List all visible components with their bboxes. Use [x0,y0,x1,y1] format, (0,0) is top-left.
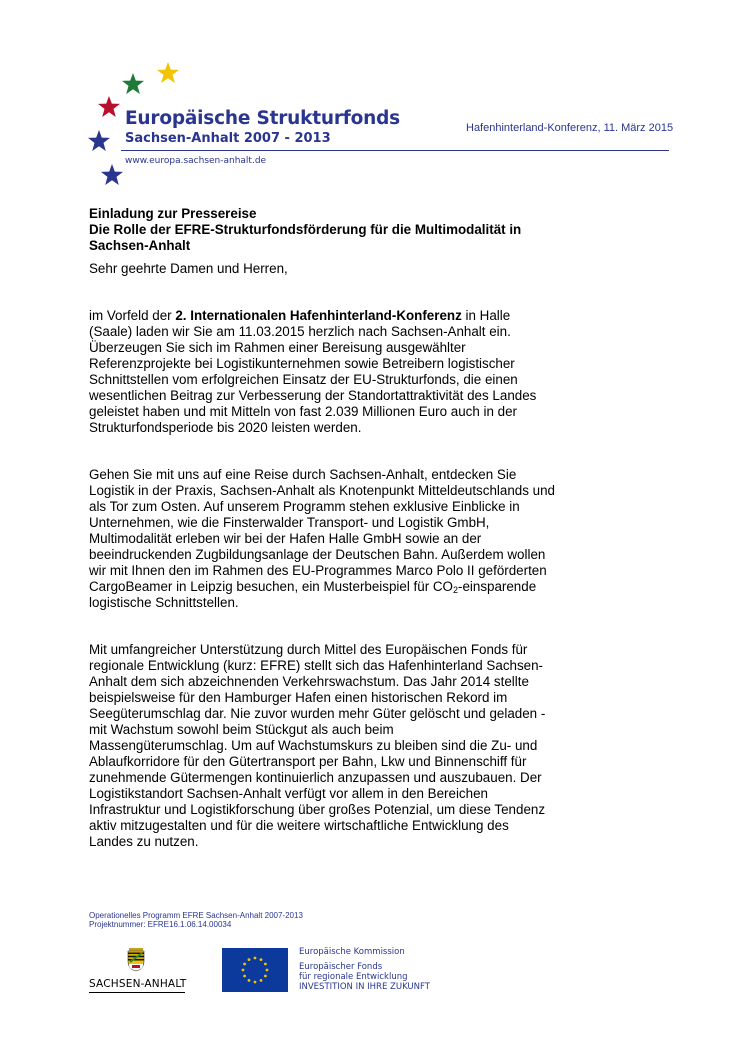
text-line: im Vorfeld der 2. Internationalen Hafenhinterland-Konferenz in Halle [89,308,511,323]
text-line: Unternehmen, wie die Finsterwalder Transport- und Logistik GmbH, [89,515,490,530]
text-line: als Tor zum Osten. Auf unserem Programm stehen exklusive Einblicke in [89,499,520,514]
header-divider [121,150,669,151]
logo-url: www.europa.sachsen-anhalt.de [125,156,267,166]
text-line: Mit umfangreicher Unterstützung durch Mittel des Europäischen Fonds für [89,642,528,657]
text-line: zunehmende Gütermengen kontinuierlich anzupassen und auszubauen. Der [89,770,542,785]
text-line: beispielsweise für den Hamburger Hafen einen historischen Rekord im [89,690,508,705]
red-star-icon [97,95,121,119]
text-line: Ablaufkorridore für den Gütertransport per Bahn, Lkw und Binnenschiff für [89,754,527,769]
eu-funding-text [299,947,430,992]
program-name: Operationelles Programm EFRE Sachsen-Anhalt 2007-2013 [89,911,303,920]
text-line: Überzeugen Sie sich im Rahmen einer Bereisung ausgewählter [89,340,466,355]
text-line: Strukturfondsperiode bis 2020 leisten werden. [89,420,362,435]
footer-program-info [89,911,303,929]
eu-slogan: INVESTITION IN IHRE ZUKUNFT [299,982,430,992]
text-line: (Saale) laden wir Sie am 11.03.2015 herzlich nach Sachsen-Anhalt ein. [89,324,511,339]
text-line: Infrastruktur und Logistikforschung über großes Potenzial, um diese Tendenz [89,802,546,817]
text-line: Referenzprojekte bei Logistikunternehmen sowie Betreibern logistischer [89,356,515,371]
heading-line: Sachsen-Anhalt [89,238,191,253]
state-logo-underline [89,992,185,993]
text-line: Logistik in der Praxis, Sachsen-Anhalt als Knotenpunkt Mitteldeutschlands und [89,483,555,498]
coat-of-arms-icon [126,948,146,972]
text-line: wesentlichen Beitrag zur Verbesserung der Standortattraktivität des Landes [89,388,537,403]
event-date: Hafenhinterland-Konferenz, 11. März 2015 [466,122,674,134]
project-number: Projektnummer: EFRE16.1.06.14.00034 [89,920,232,929]
text-line: Schnittstellen vom erfolgreichen Einsatz der EU-Strukturfonds, die einen [89,372,518,387]
blue-star-icon [100,163,124,187]
logo-subtitle: Sachsen-Anhalt 2007 - 2013 [125,131,331,146]
conference-name: 2. Internationalen Hafenhinterland-Konferenz [175,308,462,323]
heading-line: Einladung zur Pressereise [89,206,257,221]
text-line: Anhalt dem sich abzeichnenden Verkehrswachstum. Das Jahr 2014 stellte [89,674,529,689]
document-heading [89,206,649,254]
eu-flag-icon [222,948,288,992]
text-line: Massengüterumschlag. Um auf Wachstumskurs zu bleiben sind die Zu- und [89,738,538,753]
eu-fund-line: für regionale Entwicklung [299,972,408,982]
state-name: SACHSEN-ANHALT [89,978,187,990]
eu-commission: Europäische Kommission [299,947,405,957]
sachsen-anhalt-logo [89,948,189,998]
paragraph-2 [89,467,649,611]
text-line: aktiv mitzugestalten und für die weitere wirtschaftliche Entwicklung des [89,818,509,833]
text-line: wir mit Ihnen den im Rahmen des EU-Programmes Marco Polo II geförderten [89,563,547,578]
text-line: Gehen Sie mit uns auf eine Reise durch Sachsen-Anhalt, entdecken Sie [89,467,517,482]
paragraph-1 [89,308,649,436]
text-line: beeindruckenden Zugbildungsanlage der Deutschen Bahn. Außerdem wollen [89,547,546,562]
heading-line: Die Rolle der EFRE-Strukturfondsförderung für die Multimodalität in [89,222,522,237]
eu-fund-line: Europäischer Fonds [299,962,383,972]
salutation: Sehr geehrte Damen und Herren, [89,261,288,276]
text-line: logistische Schnittstellen. [89,595,239,610]
text-line: CargoBeamer in Leipzig besuchen, ein Musterbeispiel für $CO_2$-einsparende [89,579,537,595]
logo-title: Europäische Strukturfonds [125,108,400,129]
green-star-icon [121,72,145,96]
text-line: Landes zu nutzen. [89,834,199,849]
text-line: Seegüterumschlag dar. Nie zuvor wurden mehr Güter gelöscht und geladen - [89,706,546,721]
text-line: geleistet haben und mit Mitteln von fast 2.039 Millionen Euro auch in der [89,404,518,419]
text-line: Multimodalität erleben wir bei der Hafen Halle GmbH sowie an der [89,531,482,546]
text-line: regionale Entwicklung (kurz: EFRE) stellt sich das Hafenhinterland Sachsen- [89,658,544,673]
paragraph-3 [89,642,649,850]
text-line: Logistikstandort Sachsen-Anhalt verfügt vor allem in den Bereichen [89,786,488,801]
yellow-star-icon [156,61,180,85]
blue-star-icon [87,129,111,153]
text-line: mit Wachstum sowohl beim Stückgut als auch beim [89,722,394,737]
